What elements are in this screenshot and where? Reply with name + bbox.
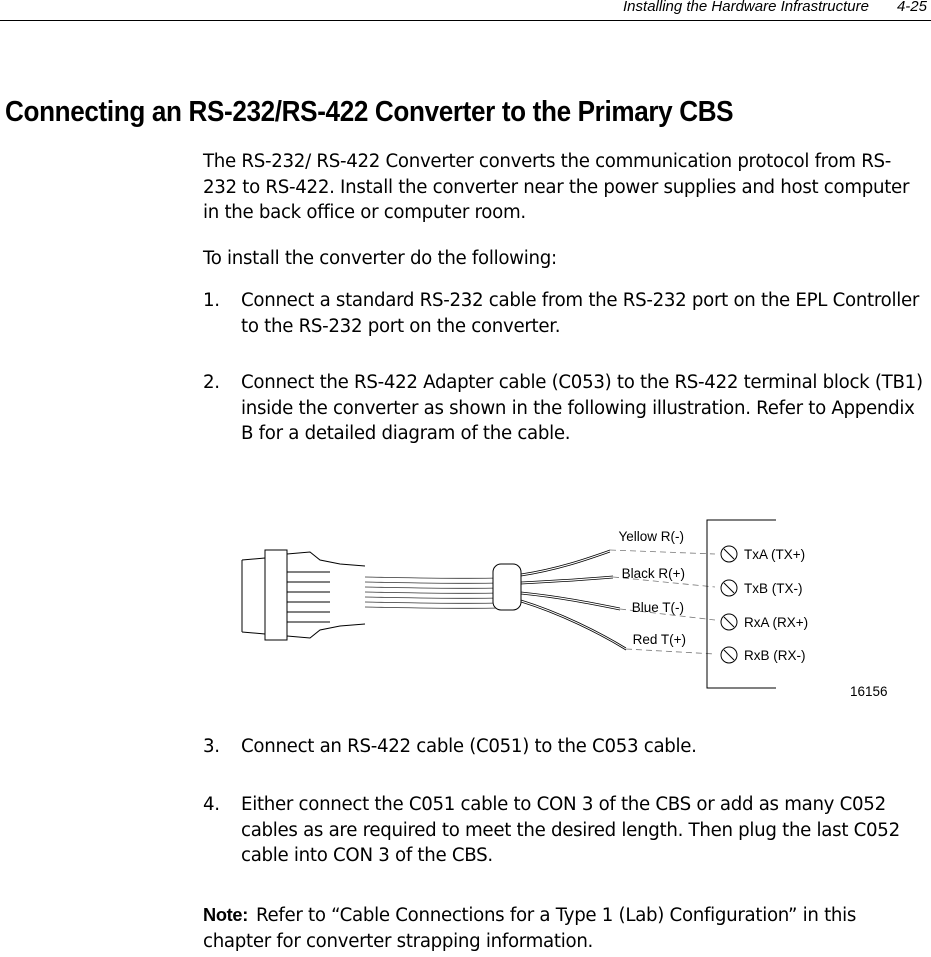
- connector-face: [265, 550, 287, 640]
- step-text: Either connect the C051 cable to CON 3 of the CBS or add as many C052 cables as are required to meet the desired length. Then plug the last C052 cable into CON 3 of the CBS.: [241, 794, 900, 866]
- note-label: Note:: [203, 905, 248, 925]
- screw-icon: [721, 580, 737, 596]
- cable-strand: [365, 592, 500, 593]
- wire-blue: [521, 594, 620, 610]
- wire-blue: [521, 592, 620, 608]
- wire-label: Red T(+): [632, 632, 686, 647]
- screw-icon: [721, 546, 737, 562]
- dashed-lead: [626, 649, 715, 654]
- header-rule: [0, 20, 931, 21]
- screw-terminals: [721, 546, 737, 663]
- terminal-label: TxB (TX-): [744, 581, 803, 596]
- terminal-label: RxA (RX+): [744, 615, 809, 630]
- running-title: Installing the Hardware Infrastructure: [623, 0, 869, 15]
- connector-flange: [242, 558, 265, 634]
- step-number: 3.: [203, 736, 220, 757]
- step-text: Connect a standard RS-232 cable from the RS-232 port on the EPL Controller to the RS-232 port on the converter.: [241, 290, 920, 337]
- note-text: Refer to “Cable Connections for a Type 1 (Lab) Configuration” in this chapter for converter strapping information.: [203, 905, 857, 952]
- wire-yellow: [521, 550, 610, 574]
- wire-label: Black R(+): [621, 566, 685, 581]
- page-number: 4-25: [896, 0, 927, 15]
- wire-red: [521, 602, 626, 650]
- wire-label: Yellow R(-): [618, 529, 684, 544]
- connector-pins: [287, 572, 330, 622]
- rs422-adapter-cable-illustration: [230, 512, 910, 697]
- cable-strand: [365, 582, 500, 583]
- cable-strand: [365, 602, 500, 603]
- step-text: Connect the RS-422 Adapter cable (C053) to the RS-422 terminal block (TB1) inside the converter as shown in the following illustration. Refer to Appendix B for a detailed diagram of the cable.: [241, 372, 923, 444]
- dashed-lead: [610, 550, 715, 554]
- section-title: Connecting an RS-232/RS-422 Converter to the Primary CBS: [5, 96, 734, 128]
- db-connector: [242, 550, 365, 640]
- step-number: 4.: [203, 794, 220, 815]
- screw-icon: [721, 614, 737, 630]
- cable-tie: [493, 564, 521, 610]
- cable-bundle: [365, 577, 500, 608]
- page-header: [0, 0, 931, 20]
- step-text: Connect an RS-422 cable (C051) to the C053 cable.: [241, 736, 697, 757]
- wire-label: Blue T(-): [631, 600, 684, 615]
- terminal-label: RxB (RX-): [744, 648, 806, 663]
- cable-strand: [365, 597, 500, 598]
- wires: [521, 550, 626, 650]
- lead-in: To install the converter do the following:: [203, 248, 557, 269]
- cable-strand: [365, 577, 500, 578]
- connector-hood: [287, 552, 365, 638]
- running-header: [623, 0, 927, 15]
- screw-icon: [721, 647, 737, 663]
- intro-paragraph: The RS-232/ RS-422 Converter converts the communication protocol from RS-232 to RS-422. Install the converter near the power supplies and host computer in the back office or computer room.: [203, 151, 910, 223]
- terminal-label: TxA (TX+): [744, 547, 806, 562]
- cable-strand: [365, 607, 500, 608]
- cable-strand: [365, 587, 500, 588]
- note-block: [203, 903, 923, 954]
- step-number: 1.: [203, 290, 220, 311]
- step-number: 2.: [203, 372, 220, 393]
- figure-id: 16156: [850, 684, 888, 697]
